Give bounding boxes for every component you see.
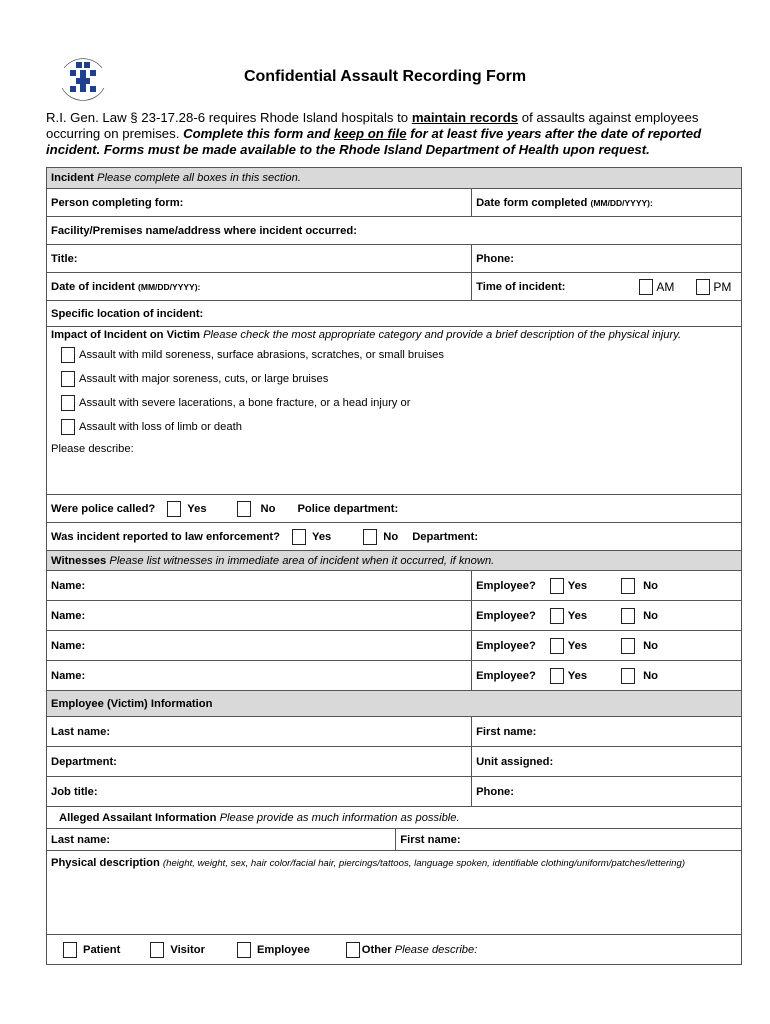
- reported-row: Was incident reported to law enforcement? Yes No Department:: [47, 523, 742, 551]
- police-called-row: Were police called? Yes No Police department:: [47, 495, 742, 523]
- witness-4-yes-checkbox[interactable]: [550, 668, 564, 684]
- victim-section-header: Employee (Victim) Information: [47, 691, 742, 717]
- reported-no-checkbox[interactable]: [363, 529, 377, 545]
- impact-option-3-checkbox[interactable]: [61, 395, 75, 411]
- am-checkbox[interactable]: [639, 279, 653, 295]
- impact-option-2-label: Assault with major soreness, cuts, or large bruises: [79, 373, 329, 385]
- assailant-type-row: Patient Visitor Employee Other Please describe:: [47, 935, 742, 965]
- police-called-yes-checkbox[interactable]: [167, 501, 181, 517]
- witness-3-yes-checkbox[interactable]: [550, 638, 564, 654]
- time-of-incident-field[interactable]: Time of incident: AM PM: [472, 273, 742, 301]
- witness-row: Name: Employee? Yes No: [47, 601, 742, 631]
- witness-2-no-checkbox[interactable]: [621, 608, 635, 624]
- witness-row: Name: Employee? Yes No: [47, 571, 742, 601]
- other-checkbox[interactable]: [346, 942, 360, 958]
- impact-option-2-checkbox[interactable]: [61, 371, 75, 387]
- incident-section-header: Incident Please complete all boxes in this section.: [47, 168, 742, 189]
- assailant-last-name-field[interactable]: Last name:: [47, 829, 396, 851]
- witness-name-field[interactable]: Name:: [47, 631, 472, 661]
- victim-first-name-field[interactable]: First name:: [472, 717, 742, 747]
- impact-section: Impact of Incident on Victim Please check the most appropriate category and provide a brief description of the physical injury. Assault with mild soreness, surface abrasions, scratches, or small bruises Assault with major soreness, cuts, or large bruises Assault with severe lacerations, a bone fracture, or a head injury or Assault with loss of limb or death Please describe:: [47, 327, 742, 495]
- witness-1-yes-checkbox[interactable]: [550, 578, 564, 594]
- date-of-incident-field[interactable]: Date of incident (MM/DD/YYYY):: [47, 273, 472, 301]
- person-completing-field[interactable]: Person completing form:: [47, 189, 472, 217]
- form-title: Confidential Assault Recording Form: [243, 68, 527, 85]
- impact-option-1-label: Assault with mild soreness, surface abrasions, scratches, or small bruises: [79, 349, 444, 361]
- impact-option-3-label: Assault with severe lacerations, a bone fracture, or a head injury or: [79, 397, 411, 409]
- impact-option-4-checkbox[interactable]: [61, 419, 75, 435]
- victim-last-name-field[interactable]: Last name:: [47, 717, 472, 747]
- witness-4-no-checkbox[interactable]: [621, 668, 635, 684]
- assailant-first-name-field[interactable]: First name:: [396, 829, 742, 851]
- police-called-no-checkbox[interactable]: [237, 501, 251, 517]
- witness-name-field[interactable]: Name:: [47, 571, 472, 601]
- department-field[interactable]: Department:: [412, 530, 479, 543]
- victim-unit-field[interactable]: Unit assigned:: [472, 747, 742, 777]
- location-field[interactable]: Specific location of incident:: [47, 301, 742, 327]
- facility-field[interactable]: Facility/Premises name/address where incident occurred:: [47, 217, 742, 245]
- pm-label: PM: [713, 279, 732, 294]
- witness-name-field[interactable]: Name:: [47, 661, 472, 691]
- pm-checkbox[interactable]: [696, 279, 710, 295]
- witness-row: Name: Employee? Yes No: [47, 631, 742, 661]
- witness-3-no-checkbox[interactable]: [621, 638, 635, 654]
- date-completed-field[interactable]: Date form completed (MM/DD/YYYY):: [472, 189, 742, 217]
- physical-description-field[interactable]: Physical description (height, weight, sex, hair color/facial hair, piercings/tattoos, language spoken, identifiable clothing/uniform/patches/lettering): [47, 851, 742, 935]
- impact-option-1-checkbox[interactable]: [61, 347, 75, 363]
- impact-option-4-label: Assault with loss of limb or death: [79, 421, 242, 433]
- am-label: AM: [656, 279, 675, 294]
- witnesses-section-header: Witnesses Please list witnesses in immediate area of incident when it occurred, if known.: [47, 551, 742, 571]
- witness-1-no-checkbox[interactable]: [621, 578, 635, 594]
- intro-paragraph: R.I. Gen. Law § 23-17.28-6 requires Rhode Island hospitals to maintain records of assaults against employees occurring on premises. Complete this form and keep on file for at least five years after the date of reported incident. Forms must be made available to the Rhode Island Department of Health upon request.: [46, 110, 702, 157]
- visitor-checkbox[interactable]: [150, 942, 164, 958]
- victim-department-field[interactable]: Department:: [47, 747, 472, 777]
- patient-checkbox[interactable]: [63, 942, 77, 958]
- witness-name-field[interactable]: Name:: [47, 601, 472, 631]
- phone-field[interactable]: Phone:: [472, 245, 742, 273]
- police-department-field[interactable]: Police department:: [297, 502, 399, 515]
- witness-2-yes-checkbox[interactable]: [550, 608, 564, 624]
- employee-checkbox[interactable]: [237, 942, 251, 958]
- title-field[interactable]: Title:: [47, 245, 472, 273]
- assailant-section-header: Alleged Assailant Information Please provide as much information as possible.: [47, 807, 742, 829]
- please-describe-label: Please describe:: [51, 443, 134, 455]
- reported-yes-checkbox[interactable]: [292, 529, 306, 545]
- assault-form-table: [46, 167, 742, 965]
- victim-phone-field[interactable]: Phone:: [472, 777, 742, 807]
- victim-job-title-field[interactable]: Job title:: [47, 777, 472, 807]
- witness-row: Name: Employee? Yes No: [47, 661, 742, 691]
